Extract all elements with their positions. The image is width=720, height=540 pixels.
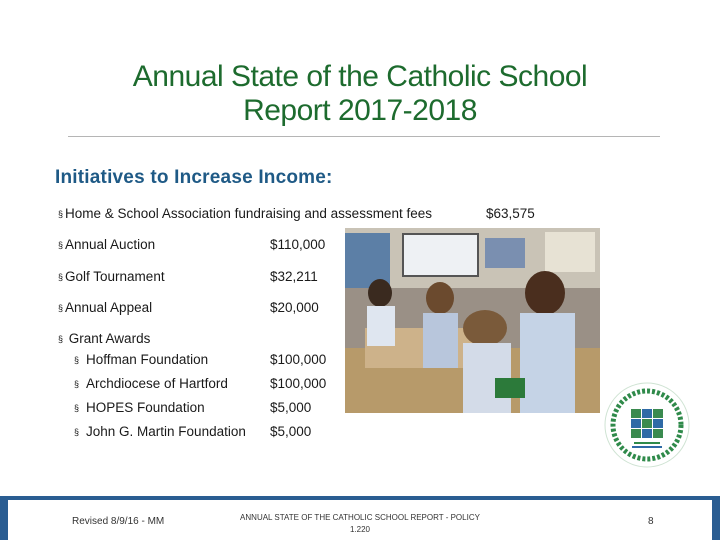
footer-title-line-1: ANNUAL STATE OF THE CATHOLIC SCHOOL REPORT - POLICY (240, 513, 480, 522)
page-number: 8 (648, 516, 654, 527)
item-label: Annual Auction (65, 237, 156, 252)
item-label: Home & School Association fundraising and assessment fees (65, 206, 432, 221)
item-amount: $110,000 (270, 237, 326, 252)
grant-amount: $100,000 (270, 376, 327, 391)
bullet-icon: § (58, 334, 64, 344)
school-seal-logo (602, 380, 692, 470)
item-amount: $32,211 (270, 269, 318, 284)
item-label: Annual Appeal (65, 300, 153, 315)
grant-label: Hoffman Foundation (86, 352, 209, 367)
sub-list-item (74, 352, 208, 367)
grant-amount: $5,000 (270, 400, 312, 415)
list-item (58, 269, 165, 284)
footer-title-line-2: 1.220 (349, 525, 371, 534)
bullet-icon: § (74, 355, 80, 365)
grant-amount: $5,000 (270, 424, 312, 439)
slide-title (60, 60, 660, 128)
sub-list-item (74, 400, 205, 415)
classroom-photo (345, 228, 600, 413)
bullet-icon: § (74, 427, 80, 437)
footer-revised-date: Revised 8/9/16 - MM (72, 516, 165, 527)
item-amount: $63,575 (486, 206, 535, 221)
bullet-icon: § (58, 272, 64, 282)
item-amount: $20,000 (270, 300, 319, 315)
sub-list-item (74, 424, 246, 439)
bullet-icon: § (58, 303, 64, 313)
item-label: Golf Tournament (65, 269, 165, 284)
grant-amount: $100,000 (270, 352, 327, 367)
list-item (58, 300, 152, 315)
list-item (58, 237, 155, 252)
list-item-grants (58, 331, 150, 346)
grant-label: HOPES Foundation (86, 400, 205, 415)
title-divider (68, 136, 660, 137)
section-heading: Initiatives to Increase Income: (55, 167, 333, 188)
grant-label: John G. Martin Foundation (86, 424, 246, 439)
title-line-1: Annual State of the Catholic School (132, 60, 588, 93)
bullet-icon: § (74, 403, 80, 413)
grant-label: Archdiocese of Hartford (86, 376, 228, 391)
bullet-icon: § (58, 240, 64, 250)
list-item (58, 206, 432, 221)
bullet-icon: § (58, 209, 64, 219)
sub-list-item (74, 376, 228, 391)
title-line-2: Report 2017-2018 (243, 94, 477, 127)
item-label: Grant Awards (68, 331, 151, 346)
footer-title (230, 512, 490, 536)
bullet-icon: § (74, 379, 80, 389)
